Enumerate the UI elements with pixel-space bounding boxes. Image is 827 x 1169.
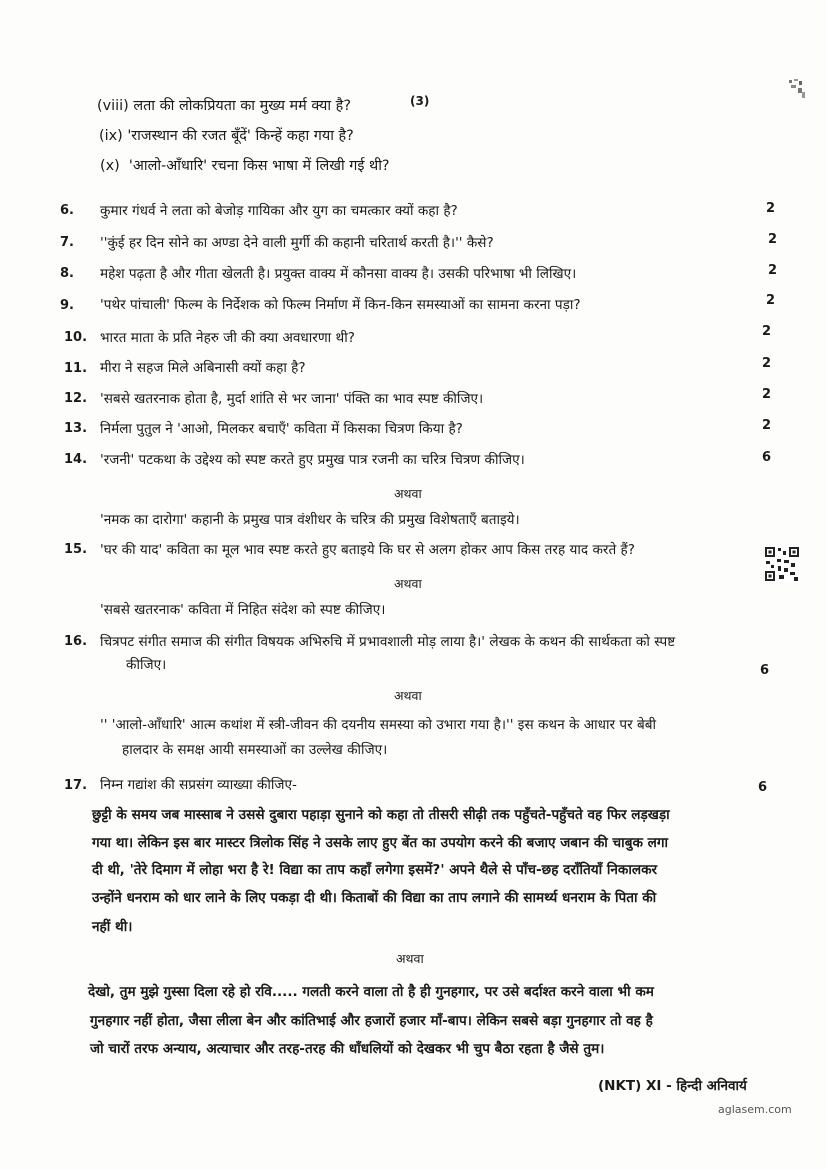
passage-line: छुट्टी के समय जब मास्साब ने उससे दुबारा पहाड़ा सुनाने को कहा तो तीसरी सीढ़ी तक पहुँचते-पहुँचते वह फिर लड़खड़ा: [92, 807, 670, 823]
question-number: 9.: [60, 298, 74, 313]
question-text: 'घर की याद' कविता का मूल भाव स्पष्ट करते हुए बताइये कि घर से अलग होकर आप किस तरह याद करते हैं?: [100, 542, 635, 558]
question-marks: 2: [762, 387, 772, 402]
sub-question-label: (x): [100, 158, 120, 174]
sub-question-viii: [97, 97, 351, 115]
sub-question-text: लता की लोकप्रियता का मुख्य मर्म क्या है?: [133, 98, 351, 114]
question-text: चित्रपट संगीत समाज की संगीत विषयक अभिरुचि में प्रभावशाली मोड़ लाया है।' लेखक के कथन की सार्थकता को स्पष्ट: [100, 634, 676, 650]
question-number: 15.: [64, 542, 88, 557]
sub-question-ix: [99, 127, 354, 145]
question-marks: 2: [768, 263, 778, 278]
question-text: 'पथेर पांचाली' फिल्म के निर्देशक को फिल्म निर्माण में किन-किन समस्याओं का सामना करना पड़ा?: [100, 297, 581, 313]
question-text: 'सबसे खतरनाक होता है, मुर्दा शांति से भर जाना' पंक्ति का भाव स्पष्ट कीजिए।: [100, 391, 484, 407]
paper-code-footer: (NKT) XI - हिन्दी अनिवार्य: [598, 1078, 747, 1094]
page-number: (3): [410, 94, 430, 108]
question-16-alternative: '' 'आलो-आँधारि' आत्म कथांश में स्त्री-जीवन की दयनीय समस्या को उभारा गया है।'' इस कथन के आधार पर बेबी: [100, 717, 657, 733]
athva-label: अथवा: [394, 688, 422, 703]
question-number: 11.: [64, 361, 88, 376]
question-text: निम्न गद्यांश की सप्रसंग व्याख्या कीजिए-: [100, 777, 297, 793]
passage-line: जो चारों तरफ अन्याय, अत्याचार और तरह-तरह की धाँधलियों को देखकर भी चुप बैठा रहता है जैसे तुम।: [90, 1041, 605, 1057]
question-number: 17.: [64, 778, 88, 793]
question-marks: 2: [768, 232, 778, 247]
question-number: 16.: [64, 634, 88, 649]
passage-line: गुनहगार नहीं होता, जैसा लीला बेन और कांतिभाई और हजारों हजार माँ-बाप। लेकिन सबसे बड़ा गुनहगार तो वह है: [90, 1013, 653, 1029]
question-text: निर्मला पुतुल ने 'आओ, मिलकर बचाएँ' कविता में किसका चित्रण किया है?: [100, 421, 463, 437]
sub-question-label: (ix): [99, 128, 123, 144]
sub-question-text: 'आलो-आँधारि' रचना किस भाषा में लिखी गई थी?: [128, 158, 390, 174]
passage-line: उन्होंने धनराम को धार लाने के लिए पकड़ा दी थी। किताबों की विद्या का ताप लगाने की सामर्थ्य धनराम के पिता की: [92, 890, 657, 906]
question-number: 13.: [64, 421, 88, 436]
sub-question-label: (viii): [97, 98, 129, 114]
passage-line: देखो, तुम मुझे गुस्सा दिला रहे हो रवि..... गलती करने वाला तो है ही गुनहगार, पर उसे बर्दाश्त करने वाला भी कम: [88, 984, 654, 1000]
question-number: 12.: [64, 391, 88, 406]
question-14-alternative: 'नमक का दारोगा' कहानी के प्रमुख पात्र वंशीधर के चरित्र की प्रमुख विशेषताएँ बताइये।: [100, 512, 520, 528]
sub-question-text: 'राजस्थान की रजत बूँदें' किन्हें कहा गया है?: [127, 128, 354, 144]
scan-mark-icon: [787, 78, 807, 100]
question-text: मीरा ने सहज मिले अबिनासी क्यों कहा है?: [100, 360, 306, 376]
question-number: 7.: [60, 235, 74, 250]
question-15-alternative: 'सबसे खतरनाक' कविता में निहित संदेश को स्पष्ट कीजिए।: [100, 602, 386, 618]
question-text: महेश पढ़ता है और गीता खेलती है। प्रयुक्त वाक्य में कौनसा वाक्य है। उसकी परिभाषा भी लिखिए।: [100, 266, 577, 282]
question-marks: 2: [762, 356, 772, 371]
sub-question-x: [100, 157, 390, 175]
question-text: भारत माता के प्रति नेहरु जी की क्या अवधारणा थी?: [100, 330, 355, 346]
question-marks: 2: [766, 201, 776, 216]
passage-line: नहीं थी।: [92, 919, 133, 935]
passage-line: दी थी, 'तेरे दिमाग में लोहा भरा है रे! विद्या का ताप कहाँ लगेगा इसमें?' अपने थैले से पाँच-छह दराँतियाँ निकालकर: [92, 862, 658, 878]
question-marks: 2: [762, 418, 772, 433]
qr-code-icon: [764, 546, 800, 582]
watermark: aglasem.com: [718, 1103, 792, 1116]
question-text: ''कुंई हर दिन सोने का अण्डा देने वाली मुर्गी की कहानी चरितार्थ करती है।'' कैसे?: [100, 235, 494, 251]
question-marks: 6: [760, 663, 770, 678]
question-16-alternative: हालदार के समक्ष आयी समस्याओं का उल्लेख कीजिए।: [122, 742, 388, 758]
question-text: कुमार गंधर्व ने लता को बेजोड़ गायिका और युग का चमत्कार क्यों कहा है?: [100, 203, 458, 219]
passage-line: गया था। लेकिन इस बार मास्टर त्रिलोक सिंह ने उसके लाए हुए बेंत का उपयोग करने की बजाए जबान की चाबुक लगा: [92, 835, 669, 851]
question-marks: 2: [762, 324, 772, 339]
question-text: कीजिए।: [126, 657, 167, 673]
question-marks: 6: [758, 780, 768, 795]
question-marks: 6: [762, 450, 772, 465]
question-text: 'रजनी' पटकथा के उद्देश्य को स्पष्ट करते हुए प्रमुख पात्र रजनी का चरित्र चित्रण कीजिए।: [100, 452, 525, 468]
athva-label: अथवा: [396, 951, 424, 966]
question-number: 10.: [64, 330, 88, 345]
question-number: 8.: [60, 266, 74, 281]
question-number: 14.: [64, 452, 88, 467]
athva-label: अथवा: [394, 486, 422, 501]
athva-label: अथवा: [394, 576, 422, 591]
question-number: 6.: [60, 203, 74, 218]
question-marks: 2: [766, 293, 776, 308]
